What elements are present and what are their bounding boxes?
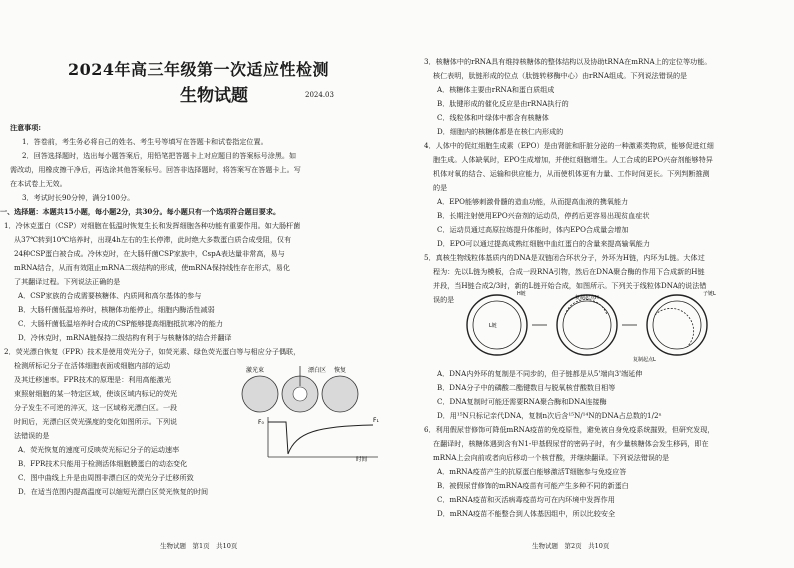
q6-option: B．被假尿苷修饰的mRNA疫苗有可能产生多种不同的新蛋白	[437, 481, 629, 490]
circle-stage-1	[467, 295, 527, 355]
q2-option: B．FPR技术只能用于检测活体细胞膜蛋白的动态变化	[18, 459, 188, 468]
notice-line: 2．回答选择题时，选出每小题答案后，用铅笔把答题卡上对应题目的答案标号涂黑。如	[22, 151, 297, 160]
exam-date: 2024.03	[305, 91, 334, 99]
q3-option: B．肽键形成的催化反应是由rRNA执行的	[437, 99, 569, 108]
q6-option: D．mRNA疫苗不能整合到人体基因组中，所以比较安全	[437, 509, 616, 518]
time-label: 时间	[356, 457, 368, 462]
l-chain-label: L链	[489, 323, 497, 329]
notice-line: 3．考试时长90分钟，满分100分。	[22, 193, 135, 202]
q5-option: B．DNA分子中的磷酸二酯键数目与脱氧核苷酸数目相等	[437, 383, 616, 392]
q3-option: D．细胞内的核糖体都是在核仁内形成的	[437, 127, 564, 136]
q4-line: 胞生成。人体缺氧时，EPO生成增加，并使红细胞增生。人工合成的EPO兴奋剂能够特异	[433, 155, 713, 164]
origin-l-label: 复制起点L	[633, 357, 656, 363]
q3-option: A．核糖体主要由rRNA和蛋白质组成	[437, 85, 555, 94]
h-chain-label: H链	[517, 291, 526, 297]
q2-line: 及其迁移速率。FPR技术的原理是：利用高能激光	[14, 375, 171, 384]
q2-line: 分子发生不可逆的淬灭，这一区域称光漂白区。一段	[14, 403, 178, 412]
q2-line: 束照射细胞的某一特定区域，使该区域内标记的荧光	[14, 389, 178, 398]
fpr-figure	[238, 362, 388, 462]
cell-before	[242, 376, 278, 412]
page-footer: 生物试题 第2页 共10页	[532, 542, 610, 550]
q6-line: 6．利用假尿苷修饰可降低mRNA疫苗的免疫原性，避免被自身免疫系统摧毁，但研究发现，	[424, 425, 715, 434]
q1-option: D．冷休克时，mRNA链保持二级结构有利于与核糖体的结合并翻译	[18, 333, 232, 342]
q1-option: B．大肠杆菌低温培养时，核糖体功能停止，细胞内酶活性减弱	[18, 305, 215, 314]
q2-option: C．图中曲线上升是由周围非漂白区的荧光分子迁移所致	[18, 473, 194, 482]
q2-line: 检测所标记分子在活体细胞表面或细胞内部的运动	[14, 361, 171, 370]
q3-line: 3．核糖体中的rRNA具有维持核糖体的整体结构以及协助tRNA在mRNA上的定位等功能。	[424, 57, 712, 66]
bleach-label: 漂白区	[308, 367, 327, 374]
q6-line: mRNA上会向前或者向后移动一个核苷酸，并继续翻译。下列说法错误的是	[433, 453, 670, 462]
q5-line: 并段，当H链合成2/3时，新的L链开始合成，如图所示。下列关于线粒体DNA的说法错	[433, 281, 707, 290]
q2-line: 2．荧光漂白恢复（FPR）技术是使用荧光分子，如荧光素、绿色荧光蛋白等与相应分子偶联，	[4, 347, 301, 356]
q5-line: 5．真核生物线粒体基质内的DNA是双链闭合环状分子，外环为H链，内环为L链。大体过	[424, 253, 705, 262]
notice-line: 在本试卷上无效。	[10, 179, 67, 188]
q4-line: 的是	[433, 183, 448, 192]
circle-stage-3	[647, 295, 707, 355]
q5-option: A．DNA内外环的复制是不同步的，但子链都是从5'端向3'端延伸	[437, 369, 643, 378]
q1-option: A．CSP家族的合成需要核糖体、内质网和高尔基体的参与	[18, 291, 202, 300]
q2-option: A．荧光恢复的速度可反映荧光标记分子的运动速率	[18, 445, 180, 454]
q4-option: D．EPO可以通过提高成熟红细胞中血红蛋白的含量来提高输氧能力	[437, 239, 650, 248]
section-heading: 一、选择题：本题共15小题，每小题2分，共30分。每小题只有一个选项符合题目要求。	[0, 207, 281, 216]
recover-label: 恢复	[334, 367, 347, 374]
q4-option: B．长期注射使用EPO兴奋剂的运动员，停药后更容易出现贫血症状	[437, 211, 650, 220]
f0-label: F₀	[258, 419, 264, 426]
q2-option: D．在适当范围内提高温度可以缩短光漂白区荧光恢复的时间	[18, 487, 209, 496]
f1-label: F₁	[373, 417, 379, 424]
q5-option: D．用¹⁵N只标记亲代DNA，复制n次后含¹⁵N/¹⁴N的DNA占总数的1/2ⁿ	[437, 411, 662, 420]
q6-line: 在翻译时，核糖体遇到含有N1-甲基假尿苷的密码子时，有少量核糖体会发生移码，即在	[433, 439, 709, 448]
q4-line: 4．人体中的促红细胞生成素（EPO）是由肾脏和肝脏分泌的一种激素类物质，能够促进红细	[424, 141, 714, 150]
q4-option: C．运动员通过高原拉练提升体能时，体内EPO合成量会增加	[437, 225, 629, 234]
exam-title: 2024年高三年级第一次适应性检测	[67, 60, 330, 79]
q2-line: 法错误的是	[14, 431, 50, 440]
page-footer: 生物试题 第1页 共10页	[160, 542, 238, 550]
q1-line: 了其翻译过程。下列说法正确的是	[14, 277, 121, 286]
q3-line: 核仁表明，肽链形成的位点（肽链转移酶中心）由rRNA组成。下列说法错误的是	[433, 71, 688, 80]
q1-line: 1．冷休克蛋白（CSP）对细胞在低温时恢复生长和发挥细胞各种功能有重要作用。如大肠杆菌	[4, 221, 301, 230]
q4-line: 机体对氧的结合、运输和供应能力，从而使机体更有力量、工作时间更长。下列判断推测	[433, 169, 710, 178]
recovery-curve	[268, 422, 373, 454]
q6-option: C．mRNA疫苗和灭活病毒疫苗均可在内环境中发挥作用	[437, 495, 615, 504]
notice-line: 1．答卷前，考生务必将自己的姓名、考生号等填写在答题卡和试卷指定位置。	[22, 137, 268, 146]
q6-option: A．mRNA疫苗产生的抗原蛋白能够激活T细胞参与免疫应答	[437, 467, 627, 476]
mtdna-replication-figure	[457, 285, 757, 365]
page-2	[397, 0, 794, 568]
cell-recovered	[322, 376, 358, 412]
q5-option: C．DNA复制时可能还需要RNA聚合酶和DNA连接酶	[437, 397, 607, 406]
q1-option: C．大肠杆菌低温培养时合成的CSP能够提高细胞抵抗寒冷的能力	[18, 319, 223, 328]
q2-line: 时间后，光漂白区荧光强度的变化如图所示。下列说	[14, 417, 178, 426]
notice-heading: 注意事项:	[10, 123, 41, 132]
q1-line: 从37℃转到10℃培养时，出现4h左右的生长停滞，此时绝大多数蛋白质合成受阻，仅有	[14, 235, 292, 244]
beam-label: 激光束	[246, 367, 265, 374]
notice-line: 需改动，用橡皮擦干净后，再选涂其他答案标号。回答非选择题时，将答案写在答题卡上。写	[10, 165, 301, 174]
circle-stage-2	[557, 295, 617, 355]
q3-option: C．线粒体和叶绿体中都含有核糖体	[437, 113, 549, 122]
exam-subtitle: 生物试题	[180, 86, 248, 106]
bleach-spot	[293, 387, 307, 401]
daughter-l-label: 子链L	[703, 291, 716, 297]
q5-line: 误的是	[433, 295, 455, 304]
q1-line: 24种CSP蛋白被合成。冷休克时，在大肠杆菌CSP家族中，CspA表达量非常高，易与	[14, 249, 285, 258]
q4-option: A．EPO能够刺激骨髓的造血功能，从而提高血液的携氧能力	[437, 197, 629, 206]
q1-line: mRNA结合，从而有效阻止mRNA二级结构的形成，使mRNA保持线性存在形式，易化	[14, 263, 290, 272]
q5-line: 程为：先以L链为模板，合成一段RNA引物，然后在DNA聚合酶的作用下合成新的H链	[433, 267, 705, 276]
origin-h-label: 复制起点H	[575, 295, 599, 301]
